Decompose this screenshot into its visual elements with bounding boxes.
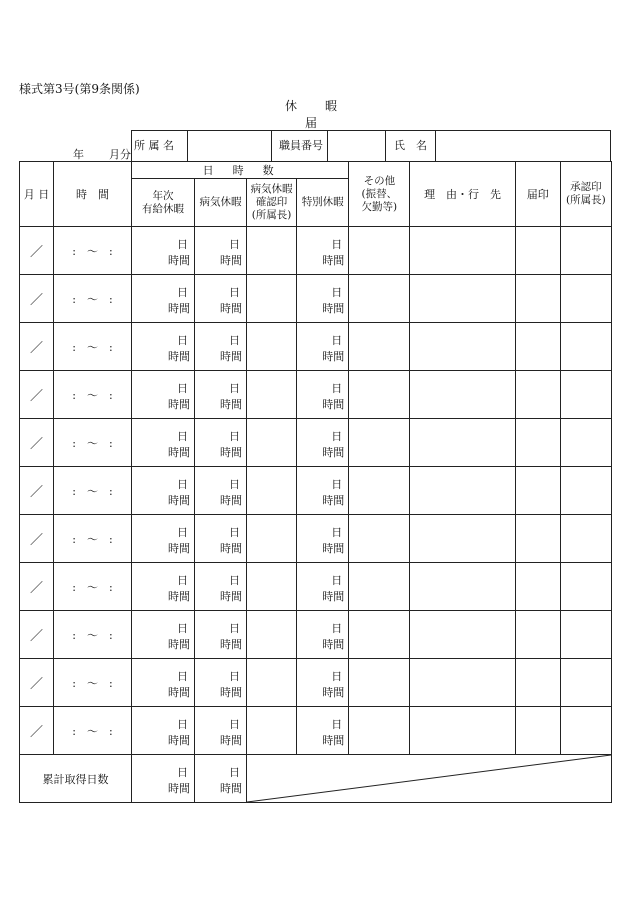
sick-confirm-cell[interactable] (247, 611, 297, 659)
time-range-cell[interactable] (54, 371, 132, 419)
day-unit: 日 (331, 573, 343, 587)
day-unit: 日 (229, 717, 240, 731)
employee-number-input[interactable] (328, 131, 386, 161)
annual-leave-cell[interactable] (132, 275, 195, 323)
seal-cell[interactable] (515, 419, 560, 467)
day-unit: 日 (177, 621, 188, 635)
approval-seal-header: 承認印 (所属長) (560, 162, 611, 227)
special-leave-cell[interactable] (297, 323, 349, 371)
date-cell[interactable] (20, 563, 54, 611)
hour-unit: 時間 (322, 637, 345, 651)
hour-unit: 時間 (168, 685, 190, 699)
date-cell[interactable] (20, 515, 54, 563)
day-unit: 日 (331, 669, 343, 683)
total-annual-cell[interactable]: 日 時間 (132, 755, 195, 803)
day-unit: 日 (177, 717, 188, 731)
leave-row (20, 227, 612, 275)
day-unit: 日 (331, 429, 343, 443)
hour-unit: 時間 (322, 445, 345, 459)
day-unit: 日 (331, 381, 343, 395)
day-unit: 日 (331, 621, 343, 635)
hour-unit: 時間 (168, 397, 190, 411)
annual-leave-cell[interactable] (132, 611, 195, 659)
total-days-label: 累計取得日数 (20, 755, 132, 803)
day-unit: 日 (177, 429, 188, 443)
sick-leave-cell[interactable] (195, 371, 247, 419)
day-unit: 日 (177, 525, 188, 539)
hour-unit: 時間 (322, 589, 345, 603)
seal-cell[interactable] (515, 563, 560, 611)
hour-unit: 時間 (220, 589, 242, 603)
special-leave-cell[interactable] (297, 707, 349, 755)
time-range-cell[interactable] (54, 467, 132, 515)
approval-cell[interactable] (560, 563, 611, 611)
date-cell[interactable] (20, 707, 54, 755)
hour-unit: 時間 (322, 685, 345, 699)
day-unit: 日 (229, 573, 240, 587)
annual-leave-cell[interactable] (132, 371, 195, 419)
other-cell[interactable] (349, 611, 410, 659)
date-slash: ／ (29, 437, 43, 452)
leave-row (20, 611, 612, 659)
hour-unit: 時間 (220, 349, 242, 363)
sick-leave-cell[interactable] (195, 275, 247, 323)
sick-leave-cell[interactable] (195, 707, 247, 755)
day-unit: 日 (229, 429, 240, 443)
date-cell[interactable] (20, 467, 54, 515)
time-range-cell[interactable] (54, 419, 132, 467)
approval-cell[interactable] (560, 467, 611, 515)
date-slash: ／ (29, 485, 43, 500)
leave-rows (20, 227, 612, 755)
seal-cell[interactable] (515, 659, 560, 707)
annual-leave-cell[interactable] (132, 515, 195, 563)
sick-confirm-cell[interactable] (247, 371, 297, 419)
sick-confirm-cell[interactable] (247, 227, 297, 275)
special-leave-cell[interactable] (297, 275, 349, 323)
other-cell[interactable] (349, 467, 410, 515)
hour-unit: 時間 (220, 541, 242, 555)
date-slash: ／ (29, 533, 43, 548)
time-range-cell[interactable] (54, 275, 132, 323)
hour-unit: 時間 (220, 301, 242, 315)
reason-cell[interactable] (410, 371, 515, 419)
date-cell[interactable] (20, 419, 54, 467)
days-hours-header: 日 時 数 (132, 162, 349, 179)
special-leave-cell[interactable] (297, 467, 349, 515)
seal-cell[interactable] (515, 275, 560, 323)
month-label: 月分 (109, 148, 131, 161)
time-range-cell[interactable] (54, 227, 132, 275)
special-leave-cell[interactable] (297, 371, 349, 419)
day-unit: 日 (229, 525, 240, 539)
hour-unit: 時間 (168, 589, 190, 603)
time-range-cell[interactable] (54, 659, 132, 707)
hour-unit: 時間 (322, 349, 345, 363)
day-unit: 日 (331, 525, 343, 539)
reason-cell[interactable] (410, 515, 515, 563)
leave-table (19, 161, 612, 803)
sick-leave-cell[interactable] (195, 227, 247, 275)
hour-unit: 時間 (322, 301, 345, 315)
date-slash: ／ (29, 389, 43, 404)
name-input[interactable] (436, 131, 610, 161)
time-range-cell[interactable] (54, 707, 132, 755)
document-title: 休 暇 届 (284, 99, 366, 130)
sick-confirm-cell[interactable] (247, 467, 297, 515)
other-cell[interactable] (349, 275, 410, 323)
leave-row (20, 659, 612, 707)
day-unit: 日 (331, 285, 343, 299)
hour-unit: 時間 (168, 253, 190, 267)
hour-unit: 時間 (220, 733, 242, 747)
other-cell[interactable] (349, 227, 410, 275)
annual-leave-cell[interactable] (132, 419, 195, 467)
time-template: : ～ : (72, 484, 113, 498)
day-unit: 日 (177, 381, 188, 395)
date-cell[interactable] (20, 227, 54, 275)
reason-cell[interactable] (410, 611, 515, 659)
hour-unit: 時間 (220, 493, 242, 507)
time-header: 時 間 (54, 162, 132, 227)
day-unit: 日 (177, 285, 188, 299)
date-slash: ／ (29, 341, 43, 356)
seal-cell[interactable] (515, 227, 560, 275)
approval-cell[interactable] (560, 323, 611, 371)
date-cell[interactable] (20, 275, 54, 323)
hour-unit: 時間 (168, 493, 190, 507)
annual-leave-header: 年次 有給休暇 (132, 179, 195, 227)
sick-confirm-cell[interactable] (247, 419, 297, 467)
sick-leave-cell[interactable] (195, 467, 247, 515)
leave-row (20, 707, 612, 755)
day-unit: 日 (229, 237, 240, 251)
day-unit: 日 (229, 381, 240, 395)
hour-unit: 時間 (168, 541, 190, 555)
hour-unit: 時間 (220, 445, 242, 459)
day-unit: 日 (177, 573, 188, 587)
date-slash: ／ (29, 245, 43, 260)
sick-leave-cell[interactable] (195, 323, 247, 371)
other-cell[interactable] (349, 515, 410, 563)
hour-unit: 時間 (168, 733, 190, 747)
annual-leave-cell[interactable] (132, 659, 195, 707)
form-number-label: 様式第3号(第9条関係) (19, 82, 140, 96)
day-unit: 日 (331, 237, 343, 251)
special-leave-cell[interactable] (297, 419, 349, 467)
time-template: : ～ : (72, 724, 113, 738)
sick-confirm-header: 病気休暇 確認印 (所属長) (247, 179, 297, 227)
special-leave-cell[interactable] (297, 515, 349, 563)
total-diagonal-cell (247, 755, 612, 803)
hour-unit: 時間 (220, 397, 242, 411)
reason-cell[interactable] (410, 563, 515, 611)
time-range-cell[interactable] (54, 323, 132, 371)
day-unit: 日 (229, 621, 240, 635)
special-leave-cell[interactable] (297, 563, 349, 611)
leave-row (20, 467, 612, 515)
special-leave-cell[interactable] (297, 227, 349, 275)
hour-unit: 時間 (220, 685, 242, 699)
time-template: : ～ : (72, 388, 113, 402)
reason-cell[interactable] (410, 707, 515, 755)
reason-cell[interactable] (410, 467, 515, 515)
hour-unit: 時間 (322, 733, 345, 747)
year-label: 年 (73, 148, 84, 161)
time-range-cell[interactable] (54, 611, 132, 659)
seal-cell[interactable] (515, 515, 560, 563)
seal-cell[interactable] (515, 611, 560, 659)
hour-unit: 時間 (168, 445, 190, 459)
day-unit: 日 (331, 333, 343, 347)
other-cell[interactable] (349, 563, 410, 611)
leave-row (20, 371, 612, 419)
other-cell[interactable] (349, 659, 410, 707)
sick-confirm-cell[interactable] (247, 275, 297, 323)
approval-cell[interactable] (560, 659, 611, 707)
reason-destination-header: 理 由・行 先 (410, 162, 515, 227)
other-cell[interactable] (349, 419, 410, 467)
leave-row (20, 275, 612, 323)
special-leave-cell[interactable] (297, 611, 349, 659)
month-day-header: 月 日 (20, 162, 54, 227)
sick-confirm-cell[interactable] (247, 323, 297, 371)
year-month-field[interactable] (73, 146, 131, 162)
affiliation-label: 所 属 名 (132, 131, 188, 161)
day-unit: 日 (331, 477, 343, 491)
hour-unit: 時間 (168, 637, 190, 651)
time-range-cell[interactable] (54, 515, 132, 563)
date-slash: ／ (29, 725, 43, 740)
time-template: : ～ : (72, 244, 113, 258)
time-template: : ～ : (72, 628, 113, 642)
hour-unit: 時間 (322, 253, 345, 267)
sick-leave-cell[interactable] (195, 563, 247, 611)
annual-leave-cell[interactable] (132, 227, 195, 275)
day-unit: 日 (229, 285, 240, 299)
reason-cell[interactable] (410, 275, 515, 323)
special-leave-header: 特別休暇 (297, 179, 349, 227)
total-sick-cell[interactable]: 日 時間 (195, 755, 247, 803)
hour-unit: 時間 (168, 301, 190, 315)
time-template: : ～ : (72, 532, 113, 546)
date-slash: ／ (29, 293, 43, 308)
approval-cell[interactable] (560, 515, 611, 563)
sick-confirm-cell[interactable] (247, 707, 297, 755)
seal-cell[interactable] (515, 707, 560, 755)
date-slash: ／ (29, 629, 43, 644)
time-template: : ～ : (72, 292, 113, 306)
time-template: : ～ : (72, 340, 113, 354)
employee-info-header (131, 130, 611, 162)
reason-cell[interactable] (410, 419, 515, 467)
approval-cell[interactable] (560, 227, 611, 275)
hour-unit: 時間 (220, 253, 242, 267)
seal-cell[interactable] (515, 323, 560, 371)
other-cell[interactable] (349, 323, 410, 371)
time-range-cell[interactable] (54, 563, 132, 611)
time-template: : ～ : (72, 436, 113, 450)
day-unit: 日 (229, 477, 240, 491)
reason-cell[interactable] (410, 659, 515, 707)
sick-leave-header: 病気休暇 (195, 179, 247, 227)
seal-cell[interactable] (515, 371, 560, 419)
sick-leave-cell[interactable] (195, 515, 247, 563)
hour-unit: 時間 (322, 541, 345, 555)
hour-unit: 時間 (220, 637, 242, 651)
day-unit: 日 (177, 477, 188, 491)
date-cell[interactable] (20, 611, 54, 659)
annual-leave-cell[interactable] (132, 467, 195, 515)
sick-leave-cell[interactable] (195, 659, 247, 707)
diagonal-strike (247, 755, 611, 802)
date-cell[interactable] (20, 323, 54, 371)
date-slash: ／ (29, 677, 43, 692)
seal-cell[interactable] (515, 467, 560, 515)
hour-unit: 時間 (322, 493, 345, 507)
day-unit: 日 (229, 669, 240, 683)
time-template: : ～ : (72, 580, 113, 594)
annual-leave-cell[interactable] (132, 563, 195, 611)
sick-leave-cell[interactable] (195, 611, 247, 659)
approval-cell[interactable] (560, 275, 611, 323)
reason-cell[interactable] (410, 227, 515, 275)
hour-unit: 時間 (168, 349, 190, 363)
day-unit: 日 (177, 333, 188, 347)
sick-leave-cell[interactable] (195, 419, 247, 467)
date-slash: ／ (29, 581, 43, 596)
date-cell[interactable] (20, 659, 54, 707)
leave-row (20, 323, 612, 371)
day-unit: 日 (331, 717, 343, 731)
annual-leave-cell[interactable] (132, 323, 195, 371)
hour-unit: 時間 (322, 397, 345, 411)
approval-cell[interactable] (560, 419, 611, 467)
approval-cell[interactable] (560, 371, 611, 419)
seal-header: 届印 (515, 162, 560, 227)
sick-confirm-cell[interactable] (247, 515, 297, 563)
time-template: : ～ : (72, 676, 113, 690)
reason-cell[interactable] (410, 323, 515, 371)
day-unit: 日 (229, 333, 240, 347)
day-unit: 日 (177, 669, 188, 683)
day-unit: 日 (177, 237, 188, 251)
other-cell[interactable] (349, 371, 410, 419)
leave-row (20, 563, 612, 611)
approval-cell[interactable] (560, 611, 611, 659)
special-leave-cell[interactable] (297, 659, 349, 707)
other-cell[interactable] (349, 707, 410, 755)
date-cell[interactable] (20, 371, 54, 419)
approval-cell[interactable] (560, 707, 611, 755)
other-header: その他 (振替、 欠勤等) (349, 162, 410, 227)
annual-leave-cell[interactable] (132, 707, 195, 755)
employee-number-label: 職員番号 (272, 131, 328, 161)
leave-row (20, 515, 612, 563)
sick-confirm-cell[interactable] (247, 659, 297, 707)
name-label: 氏 名 (386, 131, 436, 161)
leave-row (20, 419, 612, 467)
affiliation-input[interactable] (188, 131, 272, 161)
sick-confirm-cell[interactable] (247, 563, 297, 611)
